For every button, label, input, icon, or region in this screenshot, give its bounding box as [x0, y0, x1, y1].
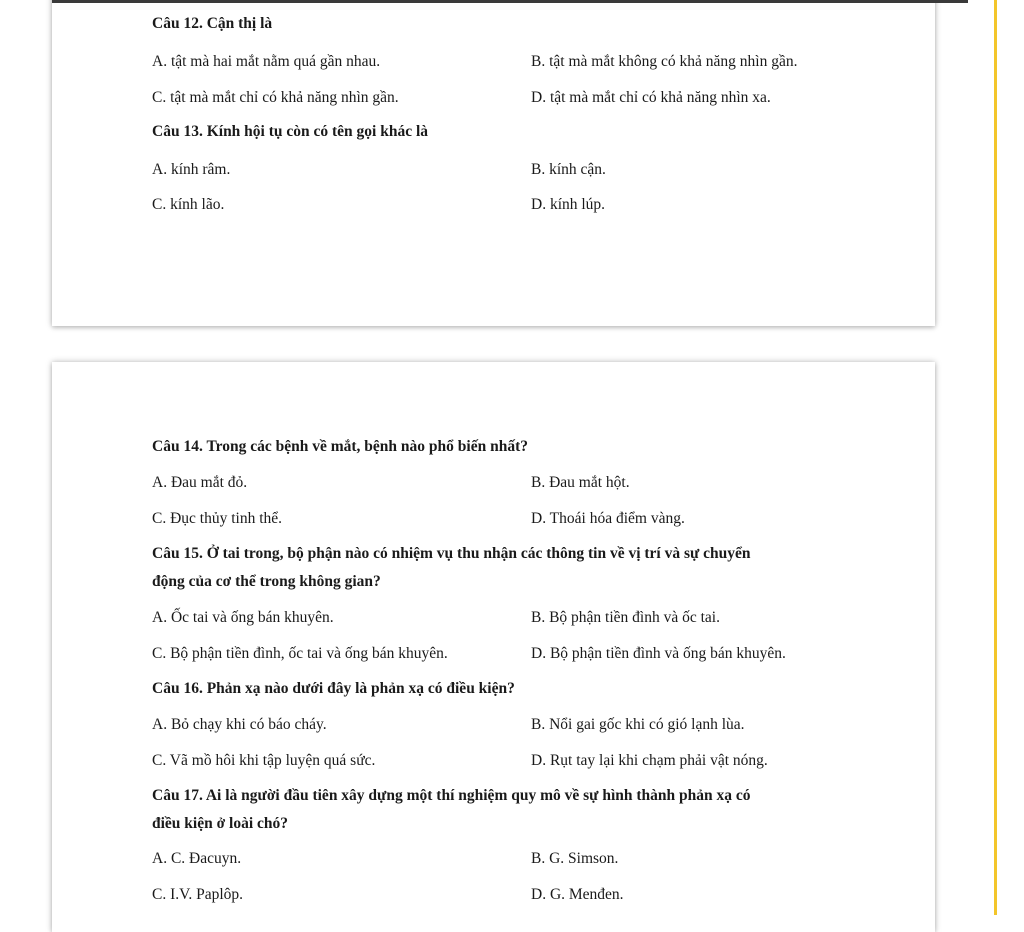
question-13-stem: Câu 13. Kính hội tụ còn có tên gọi khác là	[152, 123, 429, 140]
q13-option-a: A. kính râm.	[152, 161, 231, 178]
q13-option-d: D. kính lúp.	[531, 196, 606, 213]
q16-option-b: B. Nổi gai gốc khi có gió lạnh lùa.	[531, 716, 745, 733]
document-page-2	[52, 362, 935, 932]
q17-option-b: B. G. Simson.	[531, 850, 619, 867]
viewer-right-accent-line	[994, 0, 997, 915]
question-14-stem: Câu 14. Trong các bệnh về mắt, bệnh nào phổ biến nhất?	[152, 438, 528, 455]
question-17-stem-line-2: điều kiện ở loài chó?	[152, 815, 289, 832]
q16-option-a: A. Bỏ chạy khi có báo cháy.	[152, 716, 327, 733]
question-15-stem-line-1: Câu 15. Ở tai trong, bộ phận nào có nhiệm vụ thu nhận các thông tin về vị trí và sự chuyển	[152, 545, 751, 562]
q15-option-d: D. Bộ phận tiền đình và ống bán khuyên.	[531, 645, 786, 662]
q14-option-b: B. Đau mắt hột.	[531, 474, 630, 491]
q13-option-c: C. kính lão.	[152, 196, 225, 213]
question-12-stem: Câu 12. Cận thị là	[152, 15, 273, 32]
q14-option-d: D. Thoái hóa điểm vàng.	[531, 510, 685, 527]
q12-option-a: A. tật mà hai mắt nằm quá gần nhau.	[152, 53, 381, 70]
q16-option-d: D. Rụt tay lại khi chạm phải vật nóng.	[531, 752, 768, 769]
viewer-top-edge	[52, 0, 968, 3]
q12-option-d: D. tật mà mắt chỉ có khả năng nhìn xa.	[531, 89, 771, 106]
q17-option-a: A. C. Đacuyn.	[152, 850, 242, 867]
document-page-1	[52, 0, 935, 326]
question-15-stem-line-2: động của cơ thể trong không gian?	[152, 573, 381, 590]
q15-option-b: B. Bộ phận tiền đình và ốc tai.	[531, 609, 720, 626]
question-17-stem-line-1: Câu 17. Ai là người đầu tiên xây dựng một thí nghiệm quy mô về sự hình thành phản xạ có	[152, 787, 751, 804]
q15-option-c: C. Bộ phận tiền đình, ốc tai và ống bán khuyên.	[152, 645, 448, 662]
q14-option-c: C. Đục thủy tinh thể.	[152, 510, 283, 527]
q14-option-a: A. Đau mắt đỏ.	[152, 474, 248, 491]
q12-option-b: B. tật mà mắt không có khả năng nhìn gần.	[531, 53, 798, 70]
q15-option-a: A. Ốc tai và ống bán khuyên.	[152, 609, 334, 626]
q12-option-c: C. tật mà mắt chỉ có khả năng nhìn gần.	[152, 89, 399, 106]
q17-option-c: C. I.V. Paplôp.	[152, 886, 244, 903]
question-16-stem: Câu 16. Phản xạ nào dưới đây là phản xạ có điều kiện?	[152, 680, 515, 697]
q13-option-b: B. kính cận.	[531, 161, 606, 178]
q17-option-d: D. G. Menđen.	[531, 886, 624, 903]
q16-option-c: C. Vã mồ hôi khi tập luyện quá sức.	[152, 752, 376, 769]
